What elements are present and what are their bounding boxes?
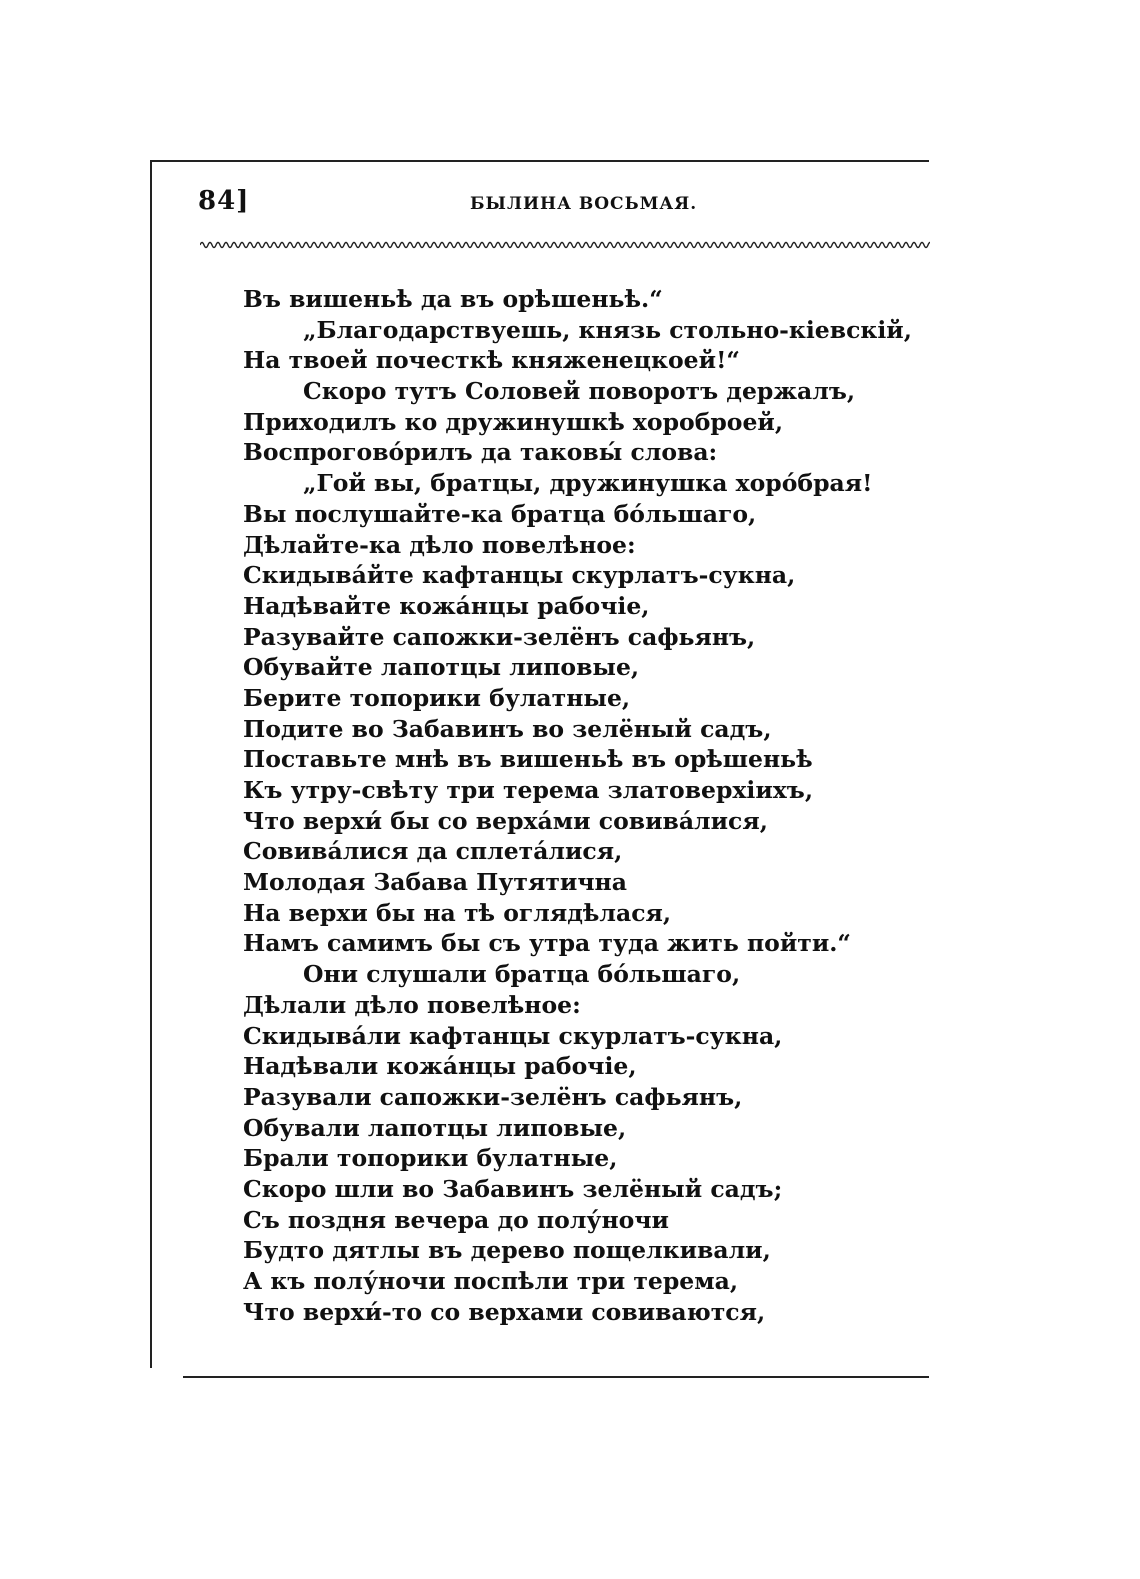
verse-line: Надѣвайте кожа́нцы рабочіе, xyxy=(243,591,650,620)
verse-line: Приходилъ ко дружинушкѣ хороброей, xyxy=(243,407,784,436)
verse-line: На твоей почесткѣ княженецкоей!“ xyxy=(243,346,740,375)
verse-line: Намъ самимъ бы съ утра туда жить пойти.“ xyxy=(243,929,851,958)
verse-line: Къ утру-свѣту три терема златоверхіихъ, xyxy=(243,776,814,804)
verse-line: Воспрогово́рилъ да таковы́ слова: xyxy=(243,438,718,467)
verse-line: Скоро шли во Забавинъ зелёный садъ; xyxy=(243,1174,783,1203)
verse-line: Съ поздня вечера до полу́ночи xyxy=(243,1205,669,1234)
verse-line: Обувайте лапотцы липовые, xyxy=(243,653,640,682)
verse-line: Брали топорики булатные, xyxy=(243,1144,618,1173)
page-number: 84] xyxy=(198,186,250,216)
verse-line: Дѣлайте-ка дѣло повелѣное: xyxy=(243,530,636,559)
verse-line: Обували лапотцы липовые, xyxy=(243,1113,627,1142)
verse-line: Они слушали братца бо́льшаго, xyxy=(303,960,741,989)
page-frame-left-rule xyxy=(150,160,152,1368)
verse-line: Поставьте мнѣ въ вишеньѣ въ орѣшеньѣ xyxy=(243,745,813,774)
verse-line: Вы послушайте-ка братца бо́льшаго, xyxy=(243,499,757,528)
verse-line: Въ вишеньѣ да въ орѣшеньѣ.“ xyxy=(243,285,663,313)
running-title: БЫЛИНА ВОСЬМАЯ. xyxy=(470,194,698,214)
verse-line: Совива́лися да сплета́лися, xyxy=(243,837,623,866)
wavy-divider xyxy=(200,238,930,252)
verse-line: Что верхи́ бы со верха́ми совива́лися, xyxy=(243,806,768,835)
verse-line: Что верхи́-то со верхами совиваются, xyxy=(243,1297,766,1326)
verse-line: Дѣлали дѣло повелѣное: xyxy=(243,990,581,1019)
verse-line: Разувайте сапожки-зелёнъ сафьянъ, xyxy=(243,622,756,651)
verse-line: Скидыва́йте кафтанцы скурлатъ-сукна, xyxy=(243,561,796,590)
verse-line: Берите топорики булатные, xyxy=(243,683,631,712)
verse-line: А къ полу́ночи поспѣли три терема, xyxy=(243,1267,739,1295)
verse-block xyxy=(243,284,912,1327)
page-frame-top-rule xyxy=(152,160,929,162)
verse-line: Разували сапожки-зелёнъ сафьянъ, xyxy=(243,1082,743,1111)
verse-line: Скоро тутъ Соловей поворотъ держалъ, xyxy=(303,377,856,406)
verse-line: Будто дятлы въ дерево пощелкивали, xyxy=(243,1236,771,1265)
page-frame-bottom-rule xyxy=(183,1376,929,1378)
verse-line: Надѣвали кожа́нцы рабочіе, xyxy=(243,1052,637,1081)
verse-line: На верхи бы на тѣ оглядѣлася, xyxy=(243,898,672,927)
verse-line: „Гой вы, братцы, дружинушка хоро́брая! xyxy=(303,469,873,498)
verse-line: Молодая Забава Путятична xyxy=(243,868,627,897)
verse-line: „Благодарствуешь, князь стольно-кіевскій, xyxy=(303,315,912,344)
verse-line: Скидыва́ли кафтанцы скурлатъ-сукна, xyxy=(243,1021,783,1050)
verse-line: Подите во Забавинъ во зелёный садъ, xyxy=(243,714,772,743)
